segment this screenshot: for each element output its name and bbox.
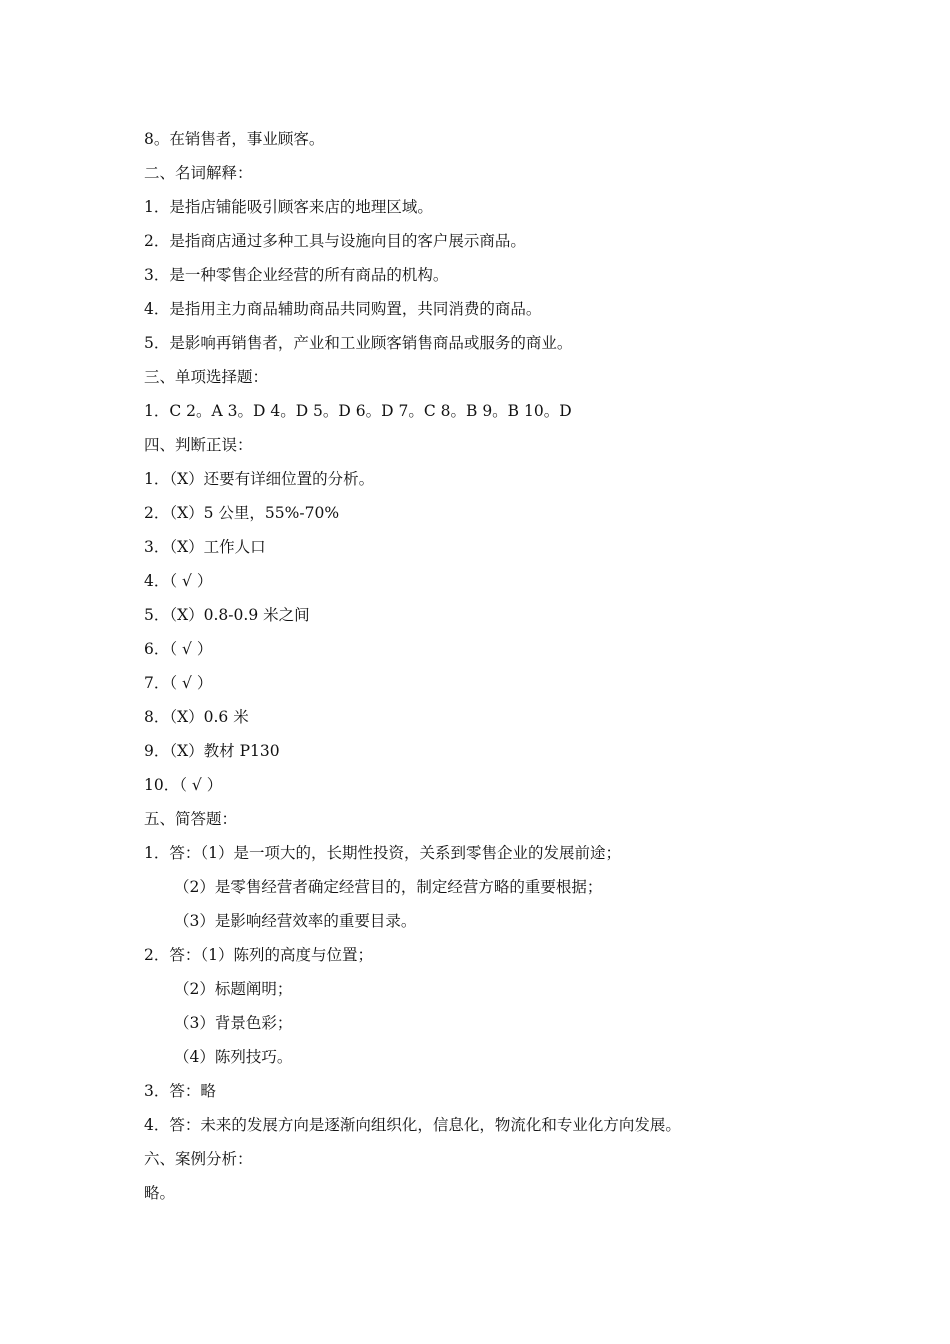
text-line: 3．答：略 [144,1082,216,1100]
text-line: 5．是影响再销售者，产业和工业顾客销售商品或服务的商业。 [144,334,573,352]
text-line: （3）是影响经营效率的重要目录。 [174,912,417,930]
document-body [144,122,824,1210]
text-line: 1．C 2。A 3。D 4。D 5。D 6。D 7。C 8。B 9。B 10。D [144,402,572,420]
text-line: 10．（ √ ） [144,776,223,794]
text-line: （2）是零售经营者确定经营目的，制定经营方略的重要根据； [174,878,603,896]
text-line: 五、简答题： [144,810,238,828]
text-line: （4）陈列技巧。 [174,1048,293,1066]
text-line: 8。在销售者，事业顾客。 [144,130,325,148]
text-line: （3）背景色彩； [174,1014,293,1032]
text-line: 1．是指店铺能吸引顾客来店的地理区域。 [144,198,433,216]
text-line: 二、名词解释： [144,164,253,182]
text-line: 2．（X）5 公里，55%-70% [144,504,340,522]
text-line: 1．（X）还要有详细位置的分析。 [144,470,375,488]
text-line: 8．（X）0.6 米 [144,708,249,726]
text-line: （2）标题阐明； [174,980,293,998]
text-line: 四、判断正误： [144,436,253,454]
text-line: 略。 [144,1184,176,1202]
text-line: 6．（ √ ） [144,640,213,658]
text-line: 7．（ √ ） [144,674,213,692]
text-line: 1．答：（1）是一项大的，长期性投资，关系到零售企业的发展前途； [144,844,621,862]
text-line: 4．（ √ ） [144,572,213,590]
text-line: 3．（X）工作人口 [144,538,266,556]
text-line: 9．（X）教材 P130 [144,742,280,760]
text-line: 3．是一种零售企业经营的所有商品的机构。 [144,266,449,284]
text-line: 六、案例分析： [144,1150,253,1168]
text-line: 4．是指用主力商品辅助商品共同购置，共同消费的商品。 [144,300,542,318]
text-line: 5．（X）0.8-0.9 米之间 [144,606,310,624]
text-line: 2．是指商店通过多种工具与设施向目的客户展示商品。 [144,232,526,250]
text-line: 三、单项选择题： [144,368,269,386]
text-line: 2．答：（1）陈列的高度与位置； [144,946,373,964]
text-line: 4．答：未来的发展方向是逐渐向组织化，信息化，物流化和专业化方向发展。 [144,1116,681,1134]
